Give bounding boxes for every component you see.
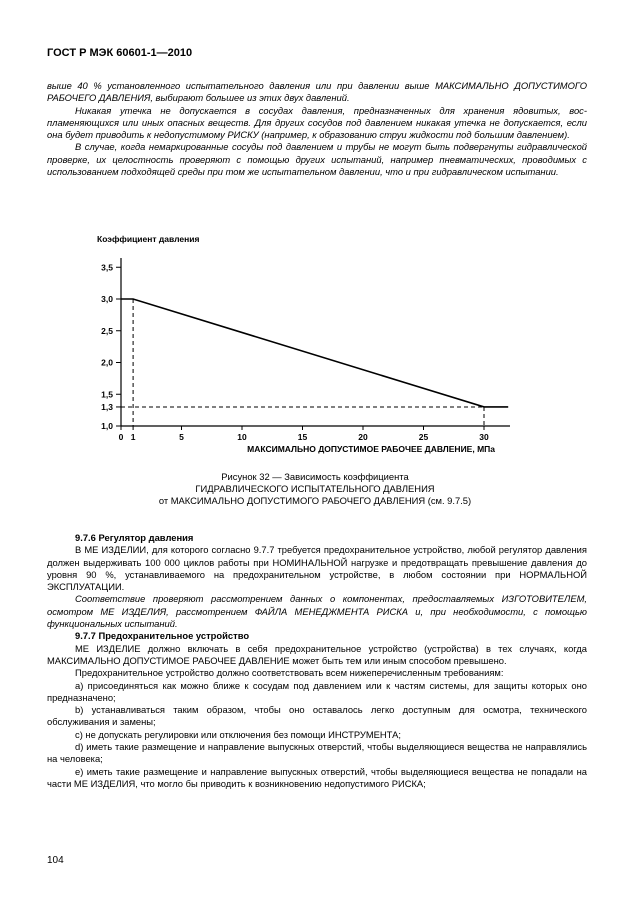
body-paragraph: Предохранительное устройство должно соответствовать всем нижеперечисленным требованиям: <box>75 667 504 679</box>
chart-x-tick-label: 5 <box>179 432 184 442</box>
chart-series-line <box>121 299 508 407</box>
chart-y-tick-label: 3,0 <box>101 294 113 304</box>
chart-y-tick-label: 1,5 <box>101 389 113 400</box>
chart-x-tick-label: 20 <box>358 432 368 442</box>
body-paragraph: МЕ ИЗДЕЛИЕ должно включать в себя предохранительное устройство (устройства) в тех случаях, когда МАКСИМАЛЬНО ДОПУСТИМОЕ РАБОЧЕЕ ДАВЛЕНИЕ может быть тем или иным способом превышено. <box>47 642 587 666</box>
chart-x-tick-label: 15 <box>297 432 308 442</box>
chart-y-tick-label: 2,0 <box>101 357 113 368</box>
chart-y-ticks <box>101 262 121 431</box>
chart-x-tick-label: 10 <box>237 432 247 442</box>
chart-y-axis-label: Коэффициент давления <box>97 234 200 244</box>
chart-x-tick-label: 25 <box>418 432 429 442</box>
list-item: b) устанавливаться таким образом, чтобы оно оставалось легко доступным для осмотра, технического обслуживания и замены; <box>47 704 587 728</box>
pressure-coefficient-chart <box>80 230 550 460</box>
section-heading: 9.7.7 Предохранительное устройство <box>75 630 250 642</box>
document-header: ГОСТ Р МЭК 60601-1—2010 <box>47 47 193 59</box>
list-item: e) иметь такие размещение и направление выпускных отверстий, чтобы выделяющиеся вещества не попадали на части МЕ ИЗДЕЛИЯ, что могло бы приводить к возникновению недопустимого РИСКА; <box>47 765 587 789</box>
figure-caption-line1: Рисунок 32 — Зависимость коэффициента <box>221 471 409 482</box>
intro-paragraph: выше 40 % установленного испытательного давления или при давлении выше МАКСИМАЛЬНО ДОПУСТИМОГО РАБОЧЕГО ДАВЛЕНИЯ, выбирают большее из этих двух давлений. <box>47 80 587 104</box>
intro-paragraph: В случае, когда немаркированные сосуды под давлением и трубы не могут быть подвергнуты гидравлической проверке, их целостность проверяют с помощью других испытаний, например пневматических, проводимых с использованием подходящей среды при том же испытательном давлении, что и при гидравлическом испытании. <box>47 141 587 178</box>
chart-y-tick-label: 2,5 <box>101 325 113 336</box>
chart-x-ticks <box>119 426 489 442</box>
chart-y-tick-label: 1,3 <box>101 401 113 412</box>
figure-caption-line3: от МАКСИМАЛЬНО ДОПУСТИМОГО РАБОЧЕГО ДАВЛЕНИЯ (см. 9.7.5) <box>158 495 472 506</box>
figure-caption-line2: ГИДРАВЛИЧЕСКОГО ИСПЫТАТЕЛЬНОГО ДАВЛЕНИЯ <box>195 483 435 494</box>
section-9-7-6 <box>47 532 587 790</box>
compliance-paragraph: Соответствие проверяют рассмотрением данных о компонентах, предоставляемых ИЗГОТОВИТЕЛЕМ, осмотром МЕ ИЗДЕЛИЯ, рассмотрением ФАЙЛА МЕНЕДЖМЕНТА РИСКА и, при необходимости, с помощью функциональных испытаний. <box>47 593 587 630</box>
chart-x-tick-label: 30 <box>479 432 489 442</box>
chart-x-tick-label: 1 <box>130 432 136 442</box>
chart-reference-lines <box>121 299 484 426</box>
page-number: 104 <box>47 855 64 866</box>
list-item: а) присоединяться как можно ближе к сосудам под давлением или к частям системы, для защиты которых оно предназначено; <box>47 679 587 703</box>
intro-text <box>47 80 587 178</box>
list-item: c) не допускать регулировки или отключения без помощи ИНСТРУМЕНТА; <box>75 728 401 740</box>
section-heading: 9.7.6 Регулятор давления <box>75 532 194 543</box>
list-item: d) иметь такие размещение и направление выпускных отверстий, чтобы выделяющиеся вещества не направлялись на человека; <box>47 741 587 765</box>
chart-x-axis-label: МАКСИМАЛЬНО ДОПУСТИМОЕ РАБОЧЕЕ ДАВЛЕНИЕ, МПа <box>247 444 495 454</box>
intro-paragraph: Никакая утечка не допускается в сосудах давления, предназначенных для хранения ядовитых, воспламеняющихся или иных опасных веществ. Для других сосудов под давлением никакая утечка не допускается, если она будет приводить к недопустимому РИСКУ (например, к образованию струи жидкости под большим давлением). <box>47 104 587 141</box>
chart-y-tick-label: 1,0 <box>101 421 113 431</box>
chart-x-tick-label: 0 <box>118 432 124 442</box>
chart-y-tick-label: 3,5 <box>101 262 113 273</box>
body-paragraph: В МЕ ИЗДЕЛИИ, для которого согласно 9.7.7 требуется предохранительное устройство, любой регулятор давления должен выдерживать 100 000 циклов работы при НОМИНАЛЬНОЙ нагрузке и предотвращать превышение давления до уровня 90 %, устанавливаемого на предохранительном устройстве, в любом состоянии при НОРМАЛЬНОЙ ЭКСПЛУАТАЦИИ. <box>47 544 587 593</box>
